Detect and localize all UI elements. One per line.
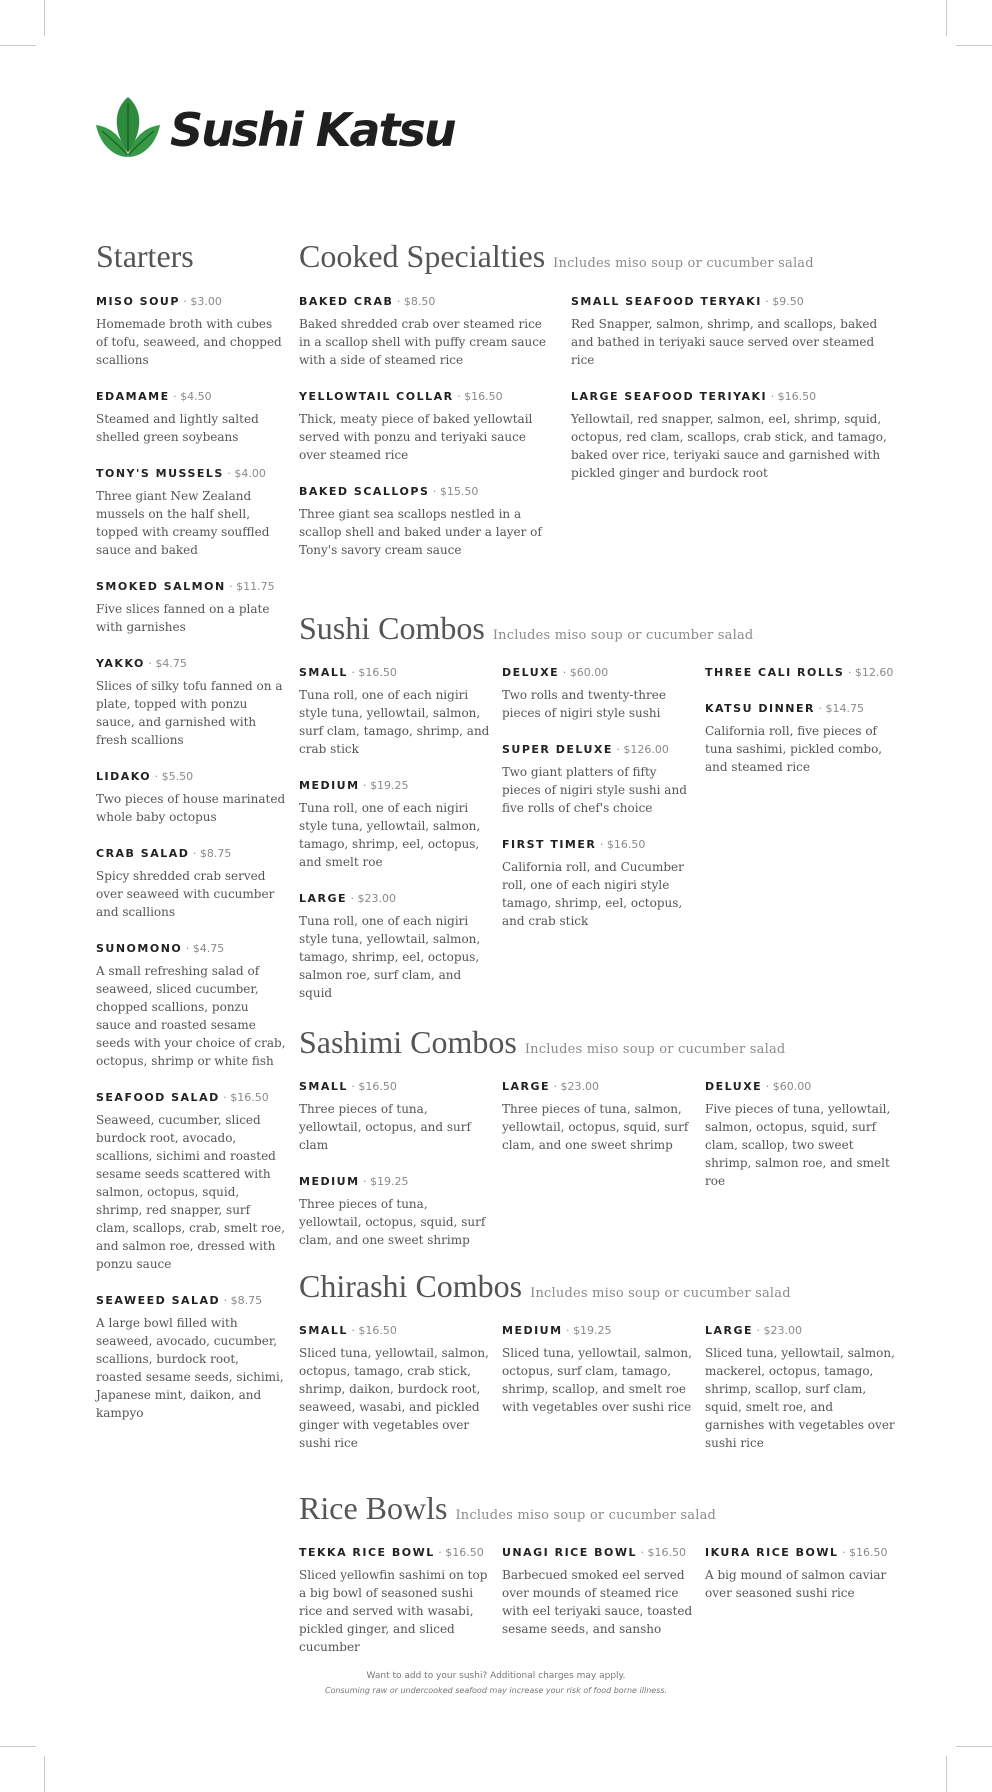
price-separator: · (182, 942, 193, 955)
cooked-col-2 (571, 294, 891, 502)
menu-item-price: $9.50 (772, 295, 804, 308)
menu-item-description: Baked shredded crab over steamed rice in a scallop shell with puffy cream sauce with a side of steamed rice (299, 317, 547, 367)
menu-item-description: California roll, five pieces of tuna sashimi, pickled combo, and steamed rice (705, 724, 883, 774)
menu-item-description: Sliced tuna, yellowtail, salmon, mackerel, octopus, tamago, shrimp, scallop, surf clam, squid, smelt roe, and garnishes with vegetables over sushi rice (705, 1346, 895, 1450)
menu-item (299, 1079, 491, 1154)
starters-list (96, 294, 286, 1422)
menu-item-header (571, 389, 891, 405)
starters-title: Starters (96, 238, 194, 274)
menu-item-description: Three giant sea scallops nestled in a scallop shell and baked under a layer of Tony's savory cream sauce (299, 507, 542, 557)
menu-item-price: $5.50 (161, 770, 194, 783)
chirashi-combos-subtitle: Includes miso soup or cucumber salad (530, 1286, 791, 1301)
price-separator: · (838, 1546, 850, 1559)
menu-item (571, 389, 891, 482)
menu-item-header (705, 1323, 895, 1339)
menu-item-header (96, 941, 286, 957)
menu-item-description: A large bowl filled with seaweed, avocado, cucumber, scallions, burdock root, roasted sesame seeds, sichimi, Japanese mint, daikon, and kampyo (96, 1316, 284, 1420)
menu-item-header (96, 1090, 286, 1106)
menu-item (705, 1545, 895, 1602)
sashimi-combos-col-2 (502, 1079, 694, 1174)
menu-item-name: CRAB SALAD (96, 847, 190, 860)
menu-item-name: BAKED CRAB (299, 295, 394, 308)
price-separator: · (612, 743, 624, 756)
crop-mark (956, 1746, 992, 1747)
price-separator: · (434, 1546, 446, 1559)
price-separator: · (219, 1091, 231, 1104)
rice-bowls-header (299, 1488, 716, 1528)
price-separator: · (453, 390, 465, 403)
menu-item-name: SMALL (299, 1324, 348, 1337)
menu-item-price: $14.75 (825, 702, 864, 715)
chirashi-combos-col-3 (705, 1323, 895, 1472)
menu-item-price: $16.50 (445, 1546, 484, 1559)
menu-item-name: BAKED SCALLOPS (299, 485, 430, 498)
starters-column (96, 236, 286, 1442)
menu-item-description: Tuna roll, one of each nigiri style tuna, yellowtail, salmon, tamago, shrimp, eel, octopus, salmon roe, surf clam, and squid (299, 914, 481, 1000)
menu-item-description: Barbecued smoked eel served over mounds of steamed rice with eel teriyaki sauce, toasted sesame seeds, and sansho (502, 1568, 693, 1636)
menu-item (299, 665, 491, 758)
menu-item (96, 1090, 286, 1273)
menu-item-description: Sliced yellowfin sashimi on top a big bowl of seasoned sushi rice and served with wasabi, pickled ginger, and sliced cucumber (299, 1568, 488, 1654)
menu-item-name: TEKKA RICE BOWL (299, 1546, 435, 1559)
crop-mark (946, 1756, 947, 1792)
menu-item-header (96, 389, 286, 405)
menu-item-price: $60.00 (569, 666, 609, 679)
menu-item (571, 294, 891, 369)
menu-item-header (299, 665, 491, 681)
menu-item-name: LARGE (705, 1324, 754, 1337)
price-separator: · (562, 1324, 574, 1337)
price-separator: · (762, 1080, 773, 1093)
menu-item-name: SMALL SEAFOOD TERYAKI (571, 295, 762, 308)
menu-item-name: SMALL (299, 1080, 348, 1093)
menu-item-price: $19.25 (370, 779, 409, 792)
menu-item-name: SEAWEED SALAD (96, 1294, 221, 1307)
menu-item (502, 837, 694, 930)
price-separator: · (815, 702, 826, 715)
menu-item-description: Sliced tuna, yellowtail, salmon, octopus, surf clam, tamago, shrimp, scallop, and smelt roe with vegetables over sushi rice (502, 1346, 692, 1414)
price-separator: · (550, 1080, 561, 1093)
menu-item-price: $12.60 (854, 666, 894, 679)
menu-item (502, 1079, 694, 1154)
menu-item-description: Two giant platters of fifty pieces of nigiri style sushi and five rolls of chef's choice (502, 765, 687, 815)
menu-item (299, 778, 491, 871)
rice-bowls-title: Rice Bowls (299, 1490, 448, 1526)
menu-item-name: KATSU DINNER (705, 702, 815, 715)
menu-item-header (96, 466, 286, 482)
menu-item-name: LARGE (502, 1080, 551, 1093)
menu-item-name: THREE CALI ROLLS (705, 666, 845, 679)
menu-item-header (299, 389, 554, 405)
menu-item-header (96, 294, 286, 310)
menu-item-header (299, 891, 491, 907)
menu-item-name: SMALL (299, 666, 348, 679)
menu-item (705, 701, 895, 776)
menu-item-header (705, 1079, 895, 1095)
menu-item-price: $126.00 (623, 743, 669, 756)
price-separator: · (347, 1324, 359, 1337)
menu-item-price: $8.75 (199, 847, 232, 860)
menu-item-name: LARGE SEAFOOD TERIYAKI (571, 390, 768, 403)
menu-item (96, 769, 286, 826)
menu-item-header (96, 1293, 286, 1309)
menu-item-header (299, 484, 554, 500)
menu-item-header (299, 1545, 491, 1561)
menu-item-name: MISO SOUP (96, 295, 180, 308)
menu-item-name: IKURA RICE BOWL (705, 1546, 839, 1559)
menu-item-description: Yellowtail, red snapper, salmon, eel, shrimp, squid, octopus, red clam, scallops, crab stick, and tamago, baked over rice, teriyaki sauce and garnished with pickled ginger and burdock root (571, 412, 887, 480)
menu-item-header (96, 579, 286, 595)
menu-item-price: $16.50 (358, 1080, 397, 1093)
menu-item-description: California roll, and Cucumber roll, one of each nigiri style tamago, shrimp, eel, octopus, and crab stick (502, 860, 684, 928)
menu-item-name: MEDIUM (299, 779, 360, 792)
menu-item-price: $4.00 (234, 467, 266, 480)
cooked-subtitle: Includes miso soup or cucumber salad (553, 256, 814, 271)
chirashi-combos-header (299, 1266, 791, 1306)
menu-item-price: $19.25 (573, 1324, 612, 1337)
menu-item-description: A small refreshing salad of seaweed, sliced cucumber, chopped scallions, ponzu sauce and roasted sesame seeds with your choice of crab, octopus, shrimp or white fish (96, 964, 286, 1068)
menu-item-name: SMOKED SALMON (96, 580, 226, 593)
crop-mark (44, 1756, 45, 1792)
menu-item-description: Sliced tuna, yellowtail, salmon, octopus, tamago, crab stick, shrimp, daikon, burdock root, seaweed, wasabi, and pickled ginger with vegetables over sushi rice (299, 1346, 489, 1450)
price-separator: · (144, 657, 156, 670)
menu-item-name: MEDIUM (502, 1324, 563, 1337)
menu-item-description: Slices of silky tofu fanned on a plate, topped with ponzu sauce, and garnished with fresh scallions (96, 679, 283, 747)
menu-item (705, 1323, 895, 1452)
menu-item (96, 656, 286, 749)
menu-item-header (502, 1079, 694, 1095)
menu-item (96, 466, 286, 559)
sushi-combos-col-3 (705, 665, 895, 796)
menu-item-name: TONY'S MUSSELS (96, 467, 224, 480)
menu-item (96, 579, 286, 636)
menu-item-header (571, 294, 891, 310)
menu-item-description: Three pieces of tuna, salmon, yellowtail, octopus, squid, surf clam, and one sweet shrimp (502, 1102, 689, 1152)
menu-item-price: $4.75 (192, 942, 225, 955)
menu-item (299, 891, 491, 1002)
sushi-combos-header (299, 608, 753, 648)
menu-item-name: LARGE (299, 892, 348, 905)
leaf-icon (92, 93, 164, 165)
price-separator: · (169, 390, 181, 403)
rice-bowls-col-2 (502, 1545, 694, 1658)
price-separator: · (179, 295, 191, 308)
chirashi-combos-title: Chirashi Combos (299, 1268, 523, 1304)
price-separator: · (223, 467, 235, 480)
menu-item-header (299, 778, 491, 794)
price-separator: · (347, 1080, 359, 1093)
menu-item-name: EDAMAME (96, 390, 170, 403)
menu-item-price: $23.00 (357, 892, 397, 905)
sushi-combos-col-2 (502, 665, 694, 950)
menu-item-header (299, 1323, 491, 1339)
menu-item (299, 389, 554, 464)
menu-item-description: Five pieces of tuna, yellowtail, salmon, octopus, squid, surf clam, scallop, two sweet shrimp, salmon roe, and smelt roe (705, 1102, 891, 1188)
menu-item-description: Spicy shredded crab served over seaweed with cucumber and scallions (96, 869, 275, 919)
rice-bowls-col-1 (299, 1545, 491, 1676)
menu-item-description: Five slices fanned on a plate with garnishes (96, 602, 270, 634)
price-separator: · (359, 779, 371, 792)
menu-item-description: Two rolls and twenty-three pieces of nigiri style sushi (502, 688, 666, 720)
menu-item-description: Tuna roll, one of each nigiri style tuna, yellowtail, salmon, tamago, shrimp, eel, octopus, and smelt roe (299, 801, 481, 869)
price-separator: · (429, 485, 440, 498)
menu-item (299, 484, 554, 559)
cooked-header (299, 236, 814, 276)
menu-item (96, 941, 286, 1070)
menu-item-header (299, 1174, 491, 1190)
menu-item-price: $16.50 (849, 1546, 888, 1559)
price-separator: · (347, 892, 358, 905)
menu-item-header (299, 294, 554, 310)
menu-item (502, 1545, 694, 1638)
menu-item-header (705, 1545, 895, 1561)
footer-warning: Consuming raw or undercooked seafood may increase your risk of food borne illness. (324, 1686, 668, 1695)
menu-item-name: SUNOMONO (96, 942, 183, 955)
menu-item (96, 1293, 286, 1422)
price-separator: · (347, 666, 359, 679)
price-separator: · (151, 770, 162, 783)
menu-item-name: DELUXE (705, 1080, 763, 1093)
menu-item (96, 846, 286, 921)
price-separator: · (189, 847, 200, 860)
logo (92, 93, 492, 173)
sashimi-combos-subtitle: Includes miso soup or cucumber salad (524, 1042, 786, 1057)
sashimi-combos-col-3 (705, 1079, 895, 1210)
menu-item-header (502, 1545, 694, 1561)
menu-item (502, 742, 694, 817)
menu-item-name: UNAGI RICE BOWL (502, 1546, 637, 1559)
menu-item-price: $15.50 (439, 485, 479, 498)
menu-item-description: Seaweed, cucumber, sliced burdock root, avocado, scallions, sichimi and roasted sesame seeds scattered with salmon, octopus, squid, shrimp, red snapper, surf clam, scallops, crab, smelt roe, and salmon roe, dressed with ponzu sauce (96, 1113, 286, 1271)
menu-item (299, 1323, 491, 1452)
menu-item (705, 665, 895, 681)
sashimi-combos-title: Sashimi Combos (299, 1024, 517, 1060)
sushi-combos-col-1 (299, 665, 491, 1022)
menu-item (96, 294, 286, 369)
crop-mark (956, 45, 992, 46)
menu-item-description: Steamed and lightly salted shelled green soybeans (96, 412, 259, 444)
price-separator: · (393, 295, 404, 308)
menu-item (299, 294, 554, 369)
price-separator: · (636, 1546, 648, 1559)
menu-item-description: Three giant New Zealand mussels on the half shell, topped with creamy souffled sauce and baked (96, 489, 270, 557)
menu-item-name: YELLOWTAIL COLLAR (299, 390, 454, 403)
menu-item-price: $23.00 (560, 1080, 600, 1093)
menu-item-name: FIRST TIMER (502, 838, 597, 851)
sushi-combos-subtitle: Includes miso soup or cucumber salad (492, 628, 754, 643)
price-separator: · (596, 838, 607, 851)
menu-item-name: YAKKO (96, 657, 145, 670)
menu-item-price: $8.50 (403, 295, 436, 308)
price-separator: · (844, 666, 855, 679)
brand-name: Sushi Katsu (170, 103, 455, 157)
crop-mark (946, 0, 947, 36)
menu-item-header (299, 1079, 491, 1095)
menu-item-price: $3.00 (190, 295, 222, 308)
menu-item-price: $23.00 (763, 1324, 803, 1337)
price-separator: · (220, 1294, 231, 1307)
menu-item-price: $11.75 (236, 580, 275, 593)
rice-bowls-col-3 (705, 1545, 895, 1622)
menu-item-price: $16.50 (230, 1091, 269, 1104)
sashimi-combos-col-1 (299, 1079, 491, 1269)
menu-item (502, 1323, 694, 1416)
menu-item-price: $16.50 (464, 390, 503, 403)
menu-item-price: $16.50 (606, 838, 646, 851)
menu-item-price: $16.50 (647, 1546, 686, 1559)
price-separator: · (753, 1324, 764, 1337)
menu-item-description: Two pieces of house marinated whole baby octopus (96, 792, 286, 824)
menu-item-description: Thick, meaty piece of baked yellowtail served with ponzu and teriyaki sauce over steamed rice (299, 412, 533, 462)
menu-item (96, 389, 286, 446)
menu-item-header (502, 837, 694, 853)
menu-item-price: $16.50 (358, 1324, 397, 1337)
price-separator: · (767, 390, 778, 403)
sashimi-combos-header (299, 1022, 785, 1062)
menu-item-name: LIDAKO (96, 770, 152, 783)
menu-item-description: Homemade broth with cubes of tofu, seaweed, and chopped scallions (96, 317, 282, 367)
menu-item-price: $4.50 (180, 390, 212, 403)
menu-item-header (96, 769, 286, 785)
menu-item-description: Three pieces of tuna, yellowtail, octopus, squid, surf clam, and one sweet shrimp (299, 1197, 486, 1247)
menu-item-header (502, 1323, 694, 1339)
menu-item (502, 665, 694, 722)
chirashi-combos-col-1 (299, 1323, 491, 1472)
menu-item-name: SEAFOOD SALAD (96, 1091, 220, 1104)
menu-item-name: MEDIUM (299, 1175, 360, 1188)
menu-item-description: A big mound of salmon caviar over seasoned sushi rice (705, 1568, 887, 1600)
price-separator: · (359, 1175, 371, 1188)
menu-item-price: $4.75 (155, 657, 187, 670)
price-separator: · (761, 295, 773, 308)
cooked-title: Cooked Specialties (299, 238, 546, 274)
crop-mark (44, 0, 45, 36)
crop-mark (0, 45, 36, 46)
rice-bowls-subtitle: Includes miso soup or cucumber salad (455, 1508, 717, 1523)
menu-item-header (502, 742, 694, 758)
menu-item-description: Red Snapper, salmon, shrimp, and scallops, baked and bathed in teriyaki sauce served over steamed rice (571, 317, 878, 367)
menu-item-name: DELUXE (502, 666, 560, 679)
crop-mark (0, 1746, 36, 1747)
menu-item-header (502, 665, 694, 681)
menu-item-price: $8.75 (230, 1294, 263, 1307)
menu-item-header (96, 656, 286, 672)
menu-item-header (705, 701, 895, 717)
menu-item (299, 1174, 491, 1249)
menu-item (705, 1079, 895, 1190)
footer-note: Want to add to your sushi? Additional charges may apply. (366, 1671, 626, 1681)
menu-item-price: $16.50 (777, 390, 817, 403)
menu-item-price: $60.00 (772, 1080, 812, 1093)
sushi-combos-title: Sushi Combos (299, 610, 485, 646)
menu-item (299, 1545, 491, 1656)
cooked-col-1 (299, 294, 554, 579)
price-separator: · (559, 666, 570, 679)
menu-item-price: $19.25 (370, 1175, 409, 1188)
menu-item-description: Tuna roll, one of each nigiri style tuna, yellowtail, salmon, surf clam, tamago, shrimp, and crab stick (299, 688, 490, 756)
chirashi-combos-col-2 (502, 1323, 694, 1436)
menu-item-header (96, 846, 286, 862)
price-separator: · (225, 580, 237, 593)
menu-item-description: Three pieces of tuna, yellowtail, octopus, and surf clam (299, 1102, 471, 1152)
menu-item-header (705, 665, 895, 681)
menu-item-name: SUPER DELUXE (502, 743, 613, 756)
menu-item-price: $16.50 (358, 666, 397, 679)
